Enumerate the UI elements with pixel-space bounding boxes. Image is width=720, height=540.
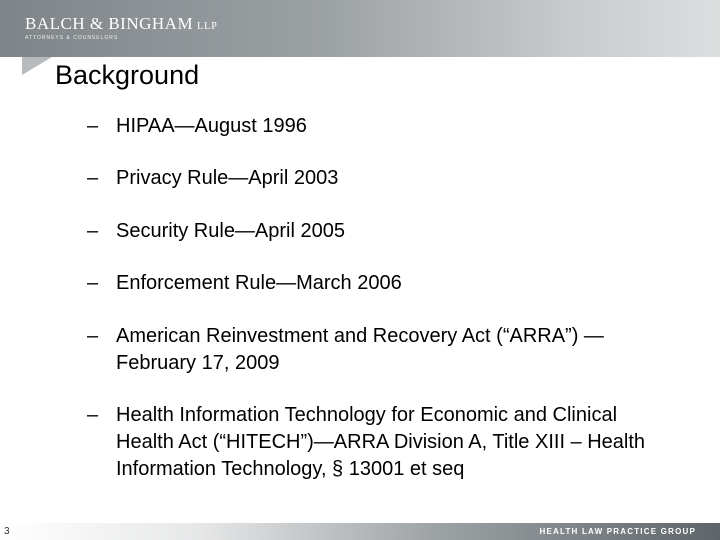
logo-text: BALCH & BINGHAM xyxy=(25,14,194,33)
header-bar xyxy=(0,0,720,57)
bullet-text: Privacy Rule—April 2003 xyxy=(116,167,339,189)
footer-label: HEALTH LAW PRACTICE GROUP xyxy=(539,527,696,536)
bullet-text: Health Information Technology for Economic and Clinical Health Act (“HITECH”)—ARRA Division A, Title XIII – Health Information Technology, § 13001 et seq xyxy=(116,404,646,480)
logo-suffix: LLP xyxy=(197,21,218,32)
bullet-dash: – xyxy=(87,325,99,347)
slide-title: Background xyxy=(55,60,200,90)
page-number: 3 xyxy=(4,526,10,537)
bullet-dash: – xyxy=(87,220,99,242)
logo-tagline: ATTORNEYS & COUNSELORS xyxy=(25,35,119,41)
bullet-dash: – xyxy=(87,404,99,426)
bullet-text: Security Rule—April 2005 xyxy=(116,220,345,242)
bullet-text: American Reinvestment and Recovery Act (“ARRA”) —February 17, 2009 xyxy=(116,325,604,374)
bullet-dash: – xyxy=(87,272,99,294)
bullet-text: Enforcement Rule—March 2006 xyxy=(116,272,402,294)
firm-logo xyxy=(25,15,218,36)
bullet-dash: – xyxy=(87,167,99,189)
bullet-text: HIPAA—August 1996 xyxy=(116,115,307,137)
title-tab-decoration xyxy=(22,57,52,81)
bullet-dash: – xyxy=(87,115,99,137)
